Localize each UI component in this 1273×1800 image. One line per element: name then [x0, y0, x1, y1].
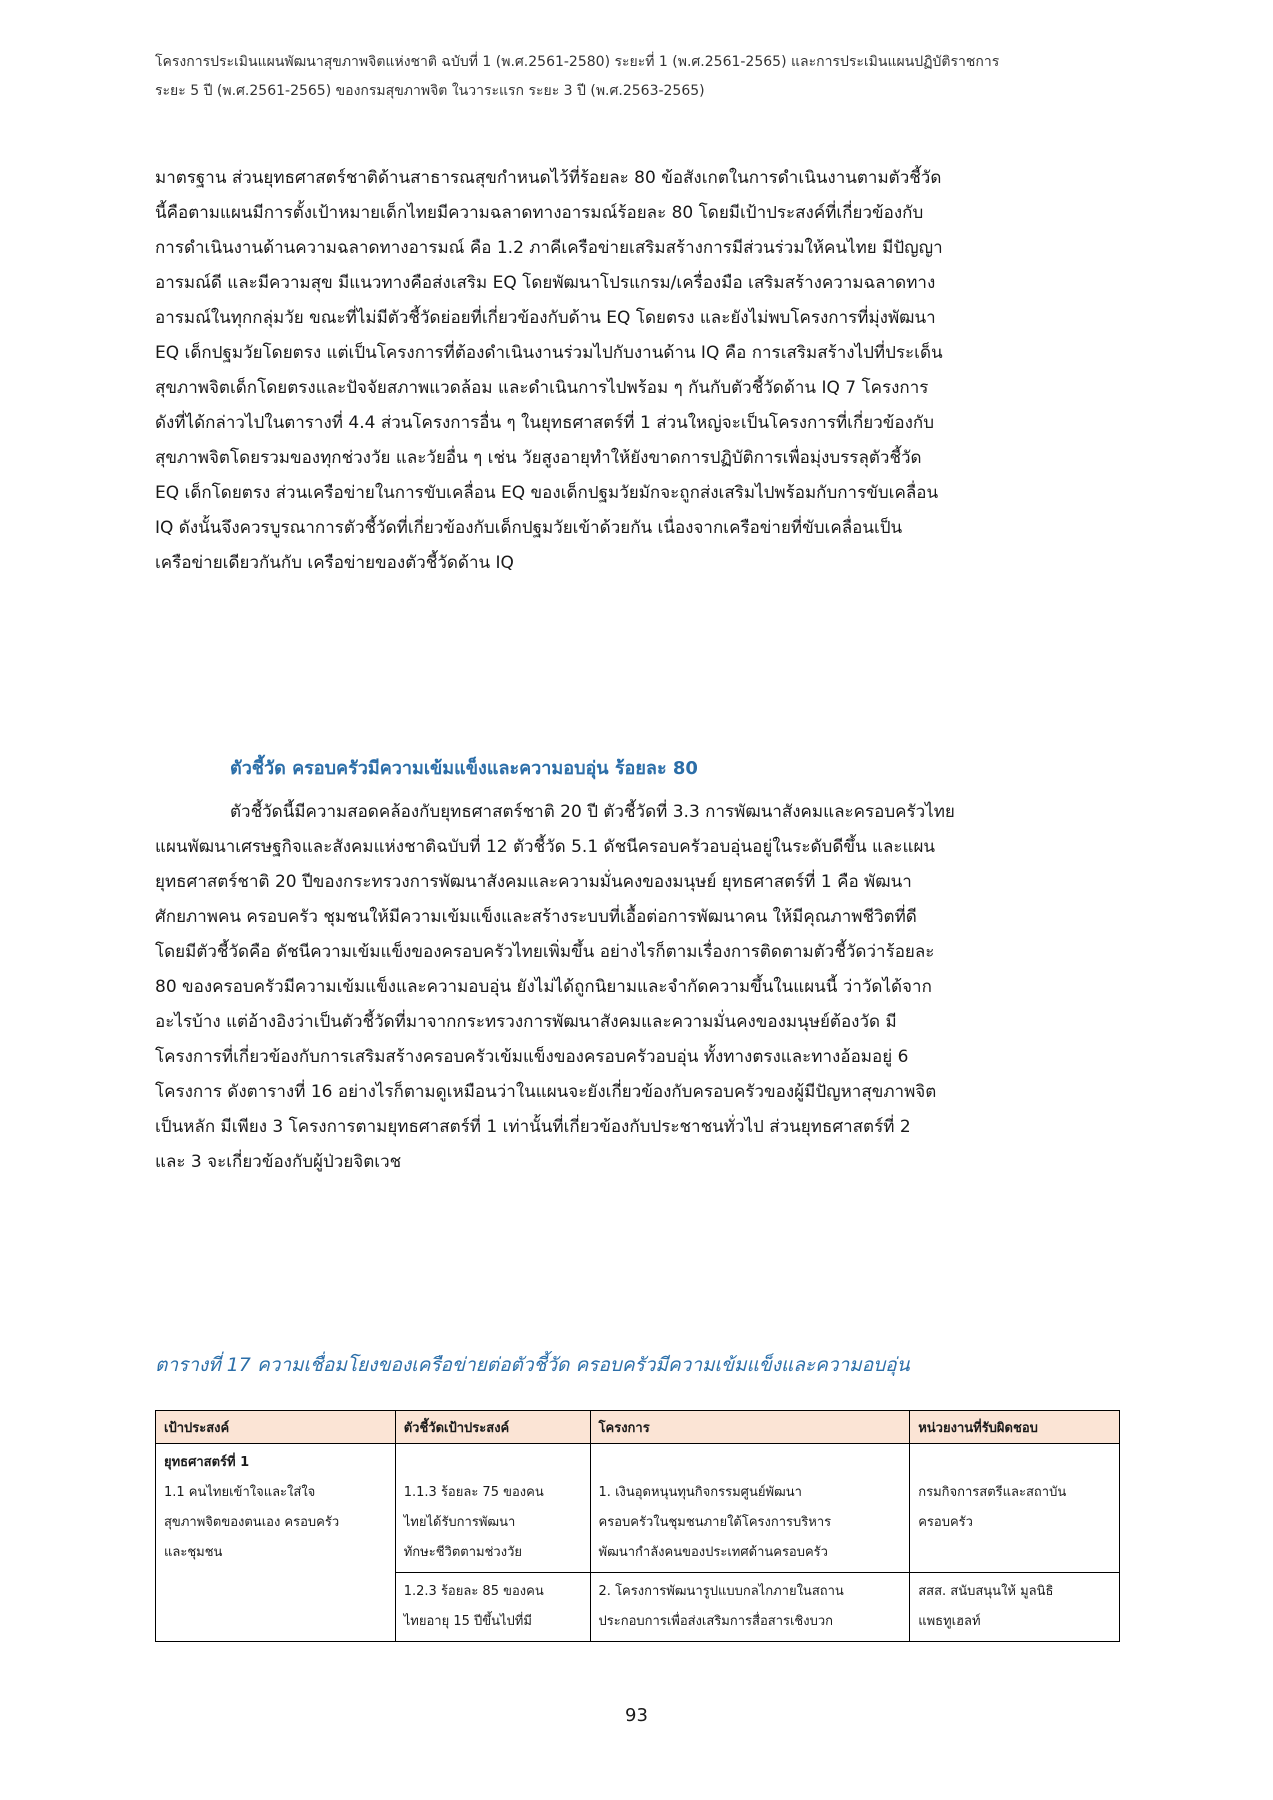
project-line: 1. เงินอุดหนุนทุนกิจกรรมศูนย์พัฒนา: [598, 1485, 802, 1500]
agency-line: แพธทูเฮลท์: [918, 1614, 981, 1629]
indicator-line: ไทยได้รับการพัฒนา: [403, 1515, 516, 1530]
running-header: [155, 48, 1115, 106]
header-line-2: ระยะ 5 ปี (พ.ศ.2561-2565) ของกรมสุขภาพจิต ในวาระแรก ระยะ 3 ปี (พ.ศ.2563-2565): [155, 83, 705, 99]
paragraph-line: มาตรฐาน ส่วนยุทธศาสตร์ชาติด้านสาธารณสุขกำหนดไว้ที่ร้อยละ 80 ข้อสังเกตในการดำเนินงานตามตัวชี้วัด: [155, 168, 942, 188]
indicator-cell: [395, 1444, 590, 1573]
project-line: 2. โครงการพัฒนารูปแบบกลไกภายในสถาน: [598, 1584, 844, 1599]
indicator-line: 1.2.3 ร้อยละ 85 ของคน: [403, 1584, 544, 1599]
goal-line: และชุมชน: [164, 1545, 223, 1560]
header-project: โครงการ: [590, 1411, 910, 1444]
paragraph-line: สุขภาพจิตโดยรวมของทุกช่วงวัย และวัยอื่น ๆ เช่น วัยสูงอายุทำให้ยังขาดการปฏิบัติการเพื่อมุ่งบรรลุตัวชี้วัด: [155, 448, 922, 468]
paragraph-line: ศักยภาพคน ครอบครัว ชุมชนให้มีความเข้มแข็งและสร้างระบบที่เอื้อต่อการพัฒนาคน ให้มีคุณภาพชีวิตที่ดี: [155, 907, 917, 927]
paragraph-line: อารมณ์ดี และมีความสุข มีแนวทางคือส่งเสริม EQ โดยพัฒนาโปรแกรม/เครื่องมือ เสริมสร้างความฉลาดทาง: [155, 273, 936, 293]
header-goal: เป้าประสงค์: [156, 1411, 396, 1444]
project-line: พัฒนากำลังคนของประเทศด้านครอบครัว: [598, 1545, 828, 1560]
paragraph-line: โครงการ ดังตารางที่ 16 อย่างไรก็ตามดูเหมือนว่าในแผนจะยังเกี่ยวข้องกับครอบครัวของผู้มีปัญหาสุขภาพจิต: [155, 1082, 937, 1102]
goal-line: 1.1 คนไทยเข้าใจและใส่ใจ: [164, 1485, 316, 1500]
paragraph-line: และ 3 จะเกี่ยวข้องกับผู้ป่วยจิตเวช: [155, 1152, 402, 1172]
paragraph-line: โดยมีตัวชี้วัดคือ ดัชนีความเข้มแข็งของครอบครัวไทยเพิ่มขึ้น อย่างไรก็ตามเรื่องการติดตามตัวชี้วัดว่าร้อยละ: [155, 942, 935, 962]
page-number: 93: [625, 1705, 648, 1726]
paragraph-line: โครงการที่เกี่ยวข้องกับการเสริมสร้างครอบครัวเข้มแข็งของครอบครัวอบอุ่น ทั้งทางตรงและทางอ้อมอยู่ 6: [155, 1047, 909, 1067]
paragraph-line: เป็นหลัก มีเพียง 3 โครงการตามยุทธศาสตร์ที่ 1 เท่านั้นที่เกี่ยวข้องกับประชาชนทั่วไป ส่วนยุทธศาสตร์ที่ 2: [155, 1117, 911, 1137]
project-cell: [590, 1573, 910, 1642]
paragraph-line: ดังที่ได้กล่าวไปในตารางที่ 4.4 ส่วนโครงการอื่น ๆ ในยุทธศาสตร์ที่ 1 ส่วนใหญ่จะเป็นโครงการที่เกี่ยวข้องกับ: [155, 413, 934, 433]
indicator-line: ไทยอายุ 15 ปีขึ้นไปที่มี: [403, 1614, 532, 1629]
paragraph-line: แผนพัฒนาเศรษฐกิจและสังคมแห่งชาติฉบับที่ 12 ตัวชี้วัด 5.1 ดัชนีครอบครัวอบอุ่นอยู่ในระดับดีขึ้น และแผน: [155, 837, 936, 857]
paragraph-line: ตัวชี้วัดนี้มีความสอดคล้องกับยุทธศาสตร์ชาติ 20 ปี ตัวชี้วัดที่ 3.3 การพัฒนาสังคมและครอบครัวไทย: [230, 802, 955, 822]
indicator-line: ทักษะชีวิตตามช่วงวัย: [403, 1545, 522, 1560]
agency-line: สสส. สนับสนุนให้ มูลนิธิ: [918, 1584, 1054, 1599]
paragraph-line: อะไรบ้าง แต่อ้างอิงว่าเป็นตัวชี้วัดที่มาจากกระทรวงการพัฒนาสังคมและความมั่นคงของมนุษย์ต้องวัด มี: [155, 1012, 897, 1032]
paragraph-line: 80 ของครอบครัวมีความเข้มแข็งและความอบอุ่น ยังไม่ได้ถูกนิยามและจำกัดความขึ้นในแผนนี้ ว่าวัดได้จาก: [155, 977, 932, 997]
agency-line: กรมกิจการสตรีและสถาบัน: [918, 1485, 1067, 1500]
network-table: [155, 1410, 1120, 1642]
indicator-cell: [395, 1573, 590, 1642]
project-line: ครอบครัวในชุมชนภายใต้โครงการบริหาร: [598, 1515, 832, 1530]
agency-cell: [910, 1573, 1120, 1642]
paragraph-line: ยุทธศาสตร์ชาติ 20 ปีของกระทรวงการพัฒนาสังคมและความมั่นคงของมนุษย์ ยุทธศาสตร์ที่ 1 คือ พัฒนา: [155, 872, 912, 892]
paragraph-line: อารมณ์ในทุกกลุ่มวัย ขณะที่ไม่มีตัวชี้วัดย่อยที่เกี่ยวข้องกับด้าน EQ โดยตรง และยังไม่พบโครงการที่มุ่งพัฒนา: [155, 308, 936, 328]
table-header-row: [156, 1411, 1120, 1444]
paragraph-line: EQ เด็กปฐมวัยโดยตรง แต่เป็นโครงการที่ต้องดำเนินงานร่วมไปกับงานด้าน IQ คือ การเสริมสร้างไปที่ประเด็น: [155, 343, 943, 363]
agency-cell: [910, 1444, 1120, 1573]
table-caption: ตารางที่ 17 ความเชื่อมโยงของเครือข่ายต่อตัวชี้วัด ครอบครัวมีความเข้มแข็งและความอบอุ่น: [155, 1354, 910, 1376]
paragraph-line: สุขภาพจิตเด็กโดยตรงและปัจจัยสภาพแวดล้อม และดำเนินการไปพร้อม ๆ กันกับตัวชี้วัดด้าน IQ 7 โครงการ: [155, 378, 929, 398]
goal-line: สุขภาพจิตของตนเอง ครอบครัว: [164, 1515, 340, 1530]
table-row: [156, 1444, 1120, 1573]
paragraph-line: IQ ดังนั้นจึงควรบูรณาการตัวชี้วัดที่เกี่ยวข้องกับเด็กปฐมวัยเข้าด้วยกัน เนื่องจากเครือข่ายที่ขับเคลื่อนเป็น: [155, 518, 903, 538]
paragraph-line: นี้คือตามแผนมีการตั้งเป้าหมายเด็กไทยมีความฉลาดทางอารมณ์ร้อยละ 80 โดยมีเป้าประสงค์ที่เกี่ยวข้องกับ: [155, 203, 924, 223]
paragraph-line: การดำเนินงานด้านความฉลาดทางอารมณ์ คือ 1.2 ภาคีเครือข่ายเสริมสร้างการมีส่วนร่วมให้คนไทย มีปัญญา: [155, 238, 943, 258]
agency-line: ครอบครัว: [918, 1515, 973, 1530]
project-line: ประกอบการเพื่อส่งเสริมการสื่อสารเชิงบวก: [598, 1614, 834, 1629]
indicator-line: 1.1.3 ร้อยละ 75 ของคน: [403, 1485, 544, 1500]
paragraph-line: EQ เด็กโดยตรง ส่วนเครือข่ายในการขับเคลื่อน EQ ของเด็กปฐมวัยมักจะถูกส่งเสริมไปพร้อมกับการขับเคลื่อน: [155, 483, 939, 503]
paragraph-line: เครือข่ายเดียวกันกับ เครือข่ายของตัวชี้วัดด้าน IQ: [155, 553, 514, 573]
project-cell: [590, 1444, 910, 1573]
header-agency: หน่วยงานที่รับผิดชอบ: [910, 1411, 1120, 1444]
header-indicator: ตัวชี้วัดเป้าประสงค์: [395, 1411, 590, 1444]
goal-cell: [156, 1444, 396, 1642]
paragraph-family: [155, 795, 1120, 1180]
section-heading: ตัวชี้วัด ครอบครัวมีความเข้มแข็งและความอบอุ่น ร้อยละ 80: [230, 758, 698, 779]
header-line-1: โครงการประเมินแผนพัฒนาสุขภาพจิตแห่งชาติ ฉบับที่ 1 (พ.ศ.2561-2580) ระยะที่ 1 (พ.ศ.2561-2565) และการประเมินแผนปฏิบัติราชการ: [155, 54, 1000, 70]
paragraph-eq: [155, 161, 1120, 581]
strategy-label: ยุทธศาสตร์ที่ 1: [164, 1455, 250, 1470]
